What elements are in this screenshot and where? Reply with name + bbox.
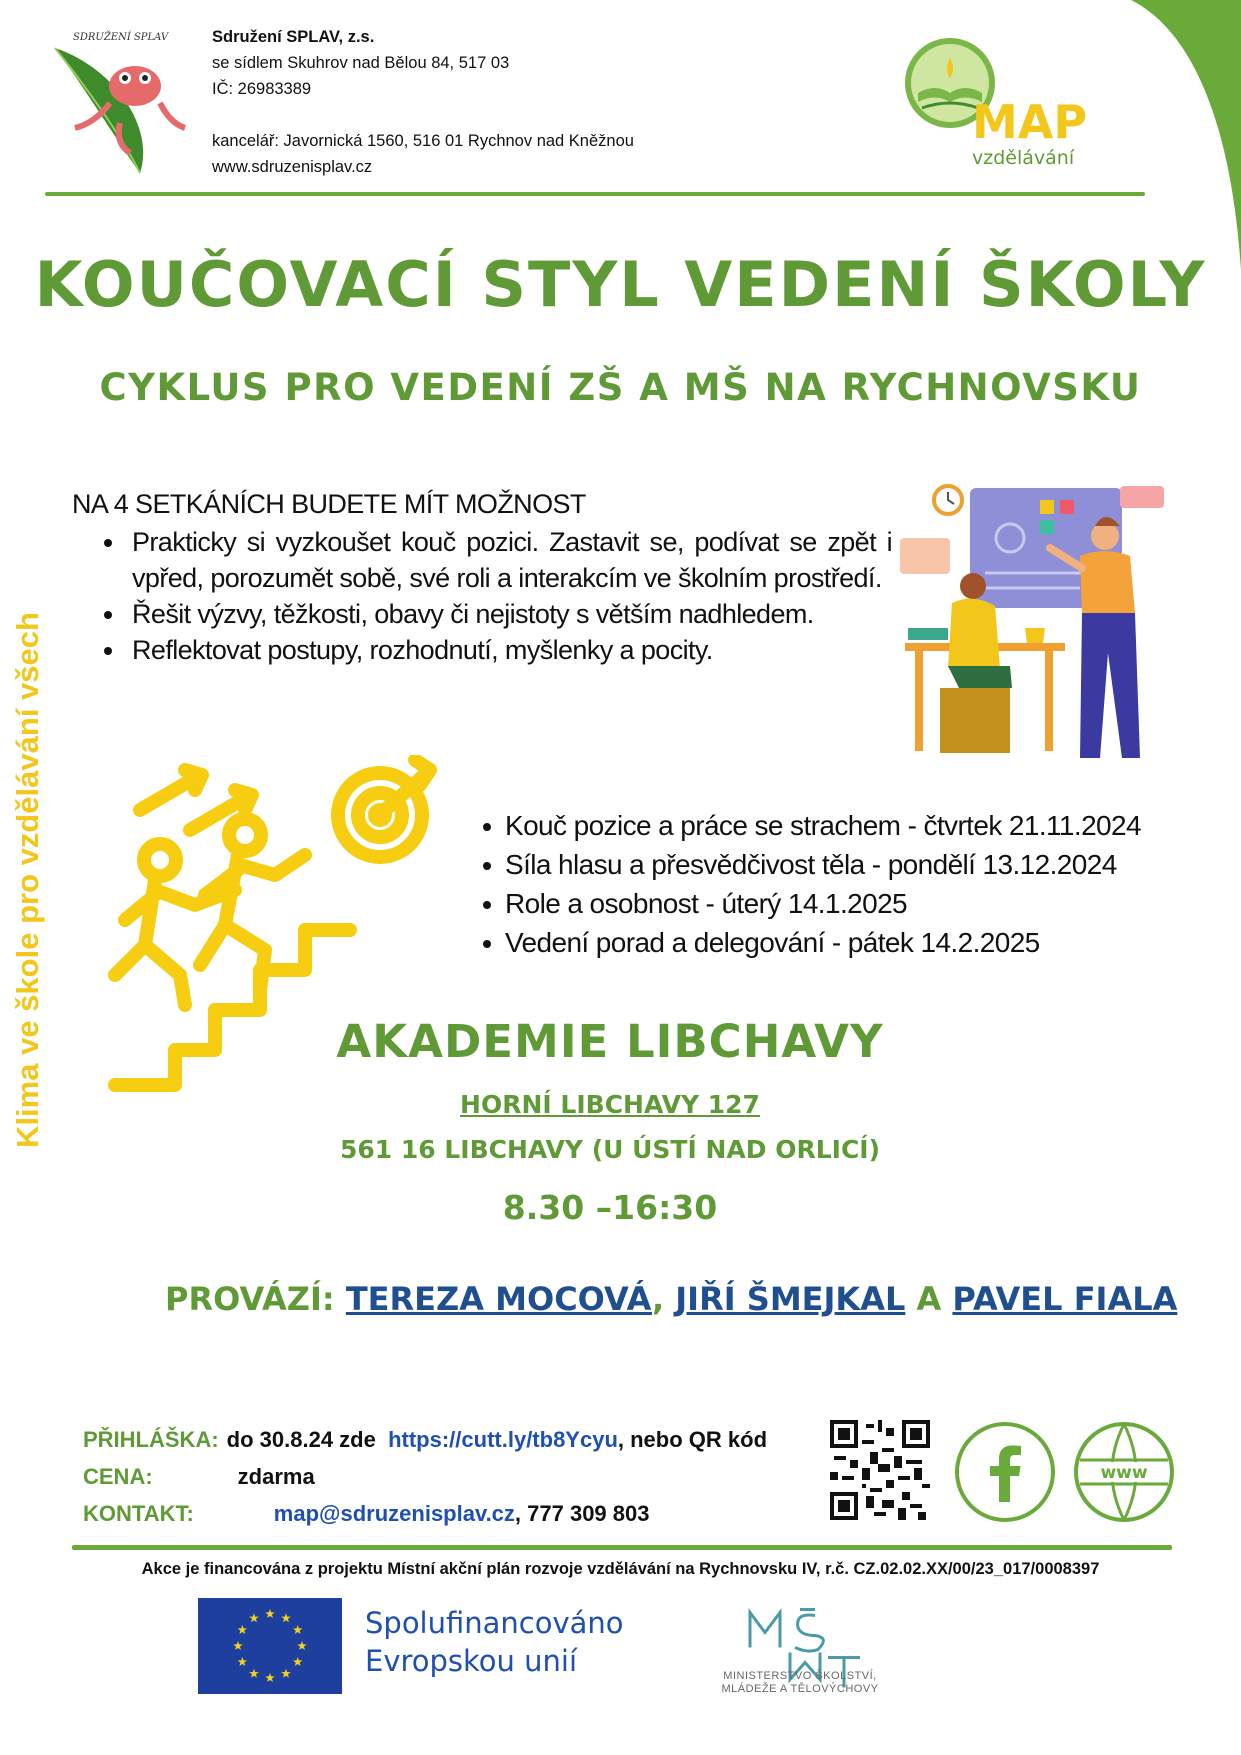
qr-code[interactable] <box>830 1420 930 1520</box>
list-item: Vedení porad a delegování - pátek 14.2.2025 <box>475 923 1175 962</box>
venue-city: 561 16 LIBCHAVY (U ÚSTÍ NAD ORLICÍ) <box>339 1135 881 1164</box>
funding-note: Akce je financována z projektu Místní akční plán rozvoje vzdělávání na Rychnovsku IV, r.č. CZ.02.02.XX/00/23_017/0008397 <box>141 1560 1100 1578</box>
page-title: KOUČOVACÍ STYL VEDENÍ ŠKOLY <box>34 248 1207 321</box>
sessions-list <box>475 806 1175 962</box>
contact-email-link[interactable]: map@sdruzenisplav.cz <box>273 1501 515 1526</box>
org-name: Sdružení SPLAV, z.s. <box>212 28 375 46</box>
org-seat: se sídlem Skuhrov nad Bělou 84, 517 03 <box>212 54 510 72</box>
side-vertical-text: Klima ve škole pro vzdělávání všech <box>10 612 45 1148</box>
registration-deadline: do 30.8.24 zde <box>226 1427 376 1452</box>
eu-text-line: Spolufinancováno <box>365 1606 624 1640</box>
www-icon[interactable] <box>1072 1420 1176 1524</box>
price-label: CENA: <box>83 1464 153 1489</box>
registration-link[interactable]: https://cutt.ly/tb8Ycyu <box>388 1427 618 1452</box>
event-time: 8.30 –16:30 <box>502 1188 718 1227</box>
eu-flag-icon <box>198 1598 342 1694</box>
contact-row <box>83 1495 767 1532</box>
coaching-illustration <box>900 478 1200 763</box>
footer-divider <box>72 1545 1172 1550</box>
contact-phone: , 777 309 803 <box>514 1501 650 1526</box>
price-row <box>83 1458 767 1495</box>
svg-text:vzdělávání: vzdělávání <box>972 147 1075 169</box>
organization-info <box>212 24 634 180</box>
list-item: Prakticky si vyzkoušet kouč pozici. Zastavit se, podívat se zpět i vpřed, porozumět sobě, své roli a interakcím ve školním prostředí. <box>72 524 892 596</box>
intro-list <box>72 524 892 668</box>
list-item: Reflektovat postupy, rozhodnutí, myšlenky a pocity. <box>72 632 892 668</box>
svg-text:SDRUŽENÍ SPLAV: SDRUŽENÍ SPLAV <box>73 32 169 43</box>
price-value: zdarma <box>237 1464 315 1489</box>
map-logo <box>900 38 1100 178</box>
venue-street-link[interactable]: HORNÍ LIBCHAVY 127 <box>460 1090 760 1119</box>
intro-heading: NA 4 SETKÁNÍCH BUDETE MÍT MOŽNOST <box>72 489 586 519</box>
msmt-text <box>680 1670 920 1696</box>
guides-line: PROVÁZÍ: TEREZA MOCOVÁ, JIŘÍ ŠMEJKAL A PAVEL FIALA <box>165 1280 1178 1318</box>
svg-text:www: www <box>1100 1463 1148 1483</box>
eu-cofinanced-text <box>365 1604 624 1680</box>
guide-link[interactable]: PAVEL FIALA <box>952 1280 1178 1318</box>
list-item: Kouč pozice a práce se strachem - čtvrtek 21.11.2024 <box>475 806 1175 845</box>
venue-name: AKADEMIE LIBCHAVY <box>336 1015 884 1068</box>
guides-label: PROVÁZÍ: <box>165 1280 335 1318</box>
guide-link[interactable]: JIŘÍ ŠMEJKAL <box>675 1280 906 1318</box>
list-item: Role a osobnost - úterý 14.1.2025 <box>475 884 1175 923</box>
registration-row <box>83 1421 767 1458</box>
eu-text-line: Evropskou unií <box>365 1644 578 1678</box>
splav-logo <box>45 28 190 178</box>
header-divider <box>45 192 1145 196</box>
facebook-icon[interactable] <box>953 1420 1057 1524</box>
guide-link[interactable]: TEREZA MOCOVÁ <box>345 1280 652 1318</box>
org-ico: IČ: 26983389 <box>212 80 312 98</box>
contact-label: KONTAKT: <box>83 1501 194 1526</box>
list-item: Řešit výzvy, těžkosti, obavy či nejistoty s větším nadhledem. <box>72 596 892 632</box>
msmt-text-line: MINISTERSTVO ŠKOLSTVÍ, <box>723 1670 877 1682</box>
org-web-link[interactable]: www.sdruzenisplav.cz <box>212 158 373 176</box>
registration-suffix: , nebo QR kód <box>617 1427 768 1452</box>
list-item: Síla hlasu a přesvědčivost těla - pondělí 13.12.2024 <box>475 845 1175 884</box>
msmt-text-line: MLÁDEŽE A TĚLOVÝCHOVY <box>721 1683 879 1695</box>
org-office: kancelář: Javornická 1560, 516 01 Rychnov nad Kněžnou <box>212 132 634 150</box>
registration-block <box>83 1421 767 1532</box>
svg-text:MAP: MAP <box>972 95 1088 149</box>
intro-section <box>72 486 892 668</box>
registration-label: PŘIHLÁŠKA: <box>83 1427 219 1452</box>
page-subtitle: CYKLUS PRO VEDENÍ ZŠ A MŠ NA RYCHNOVSKU <box>99 366 1142 409</box>
